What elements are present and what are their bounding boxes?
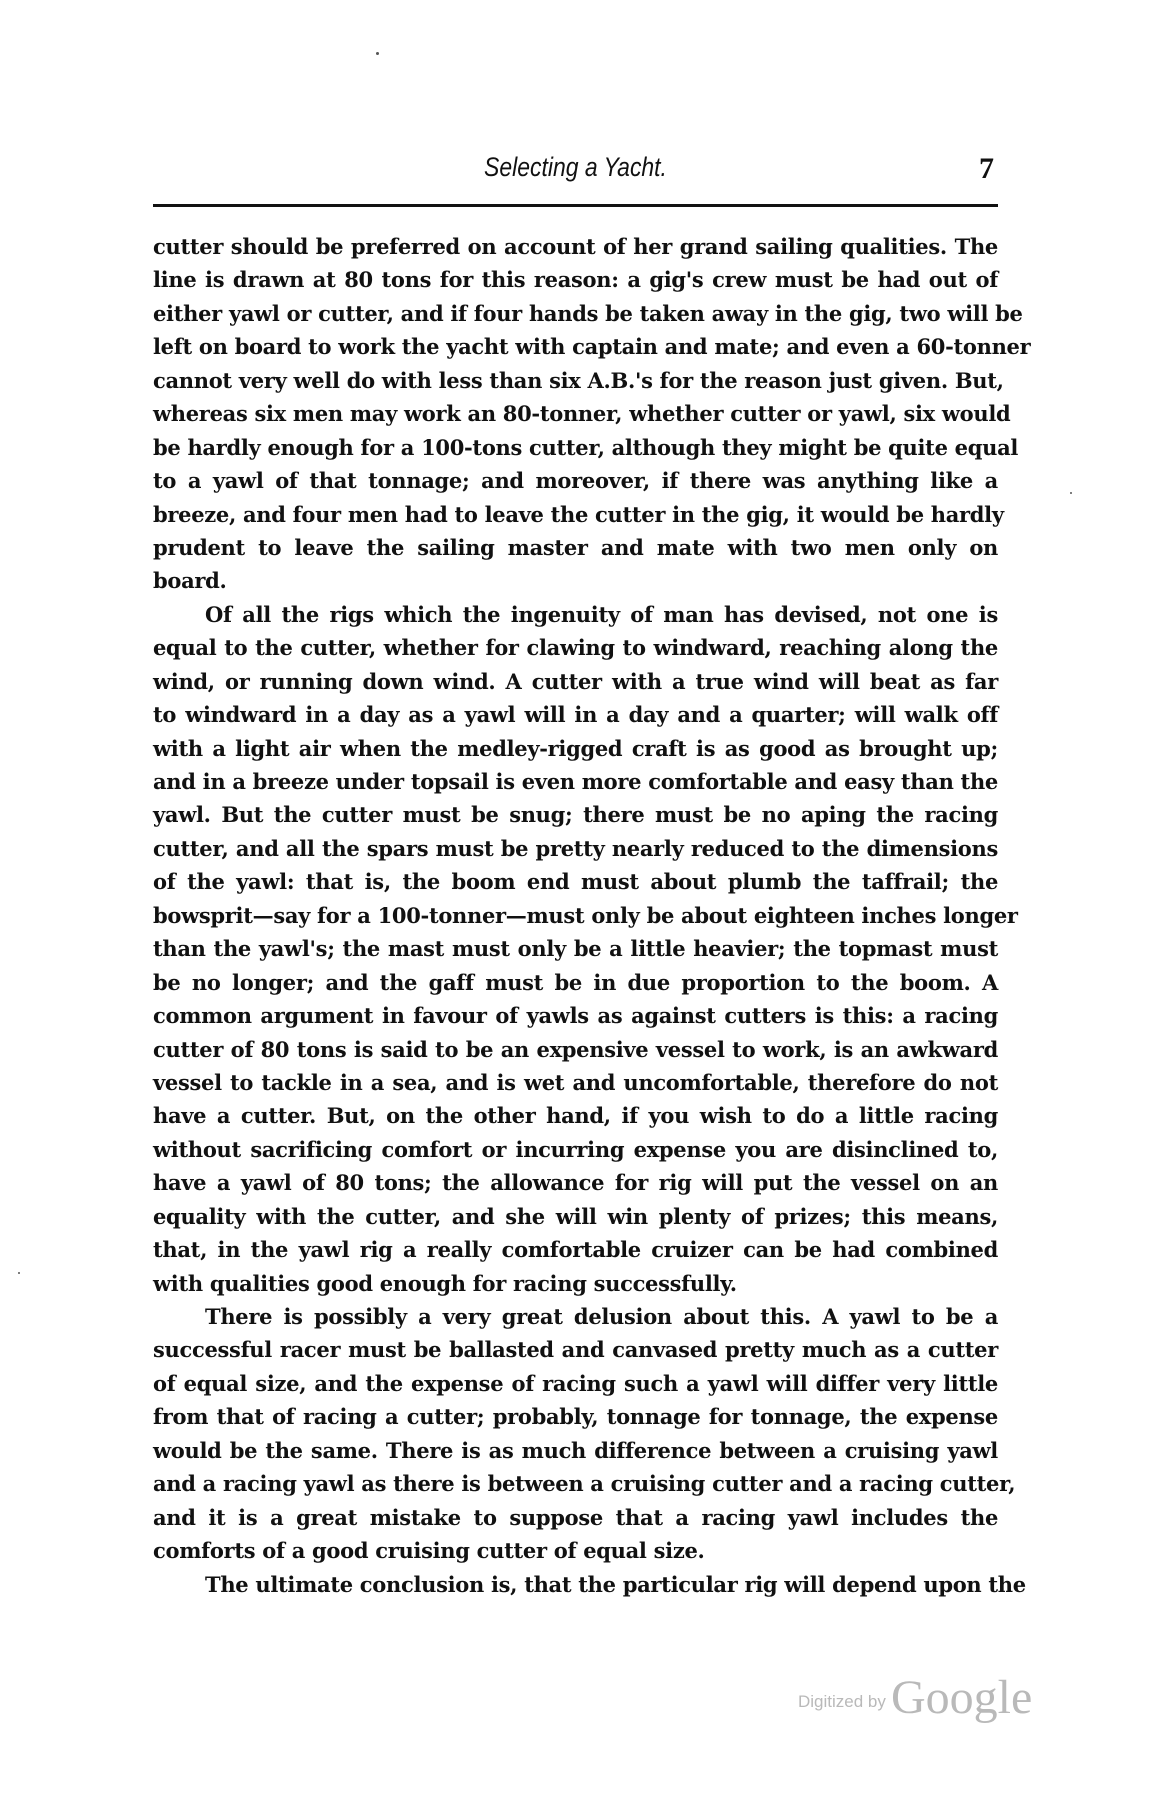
scan-speck xyxy=(18,1272,20,1274)
text-line: cutter, and all the spars must be pretty nearly reduced to the dimensions xyxy=(153,835,998,861)
text-line: Of all the rigs which the ingenuity of man has devised, not one is xyxy=(205,601,998,627)
scan-speck xyxy=(1070,492,1072,494)
text-line: cutter should be preferred on account of her grand sailing qualities. The xyxy=(153,234,998,259)
text-line: There is possibly a very great delusion about this. A yawl to be a xyxy=(205,1304,998,1329)
text-line: cannot very well do with less than six A.B.'s for the reason just given. But, xyxy=(153,367,1004,393)
watermark-prefix: Digitized by xyxy=(798,1692,886,1711)
text-line: vessel to tackle in a sea, and is wet and uncomfortable, therefore do not xyxy=(153,1069,998,1095)
text-line: would be the same. There is as much difference between a cruising yawl xyxy=(153,1437,998,1463)
text-line: bowsprit—say for a 100-tonner—must only be about eighteen inches longer xyxy=(153,902,1018,928)
text-line: without sacrificing comfort or incurring expense you are disinclined to, xyxy=(153,1136,998,1162)
text-line: breeze, and four men had to leave the cutter in the gig, it would be hardly xyxy=(153,501,1004,527)
text-line: equality with the cutter, and she will win plenty of prizes; this means, xyxy=(153,1203,998,1229)
text-line: from that of racing a cutter; probably, tonnage for tonnage, the expense xyxy=(153,1404,998,1430)
text-line: of equal size, and the expense of racing such a yawl will differ very little xyxy=(153,1370,998,1396)
header-rule xyxy=(153,204,998,207)
text-line: The ultimate conclusion is, that the particular rig will depend upon the xyxy=(205,1571,1026,1597)
text-line: be no longer; and the gaff must be in due proportion to the boom. A xyxy=(153,969,998,995)
scan-speck xyxy=(376,52,379,55)
text-line: that, in the yawl rig a really comfortable cruizer can be had combined xyxy=(153,1237,998,1263)
text-line: of the yawl: that is, the boom end must about plumb the taffrail; the xyxy=(153,869,998,895)
text-line: equal to the cutter, whether for clawing to windward, reaching along the xyxy=(153,635,998,661)
text-line: to windward in a day as a yawl will in a day and a quarter; will walk off xyxy=(153,702,998,728)
text-line: have a yawl of 80 tons; the allowance for rig will put the vessel on an xyxy=(153,1170,998,1196)
text-line: than the yawl's; the mast must only be a little heavier; the topmast must xyxy=(153,936,998,962)
body-text xyxy=(153,230,1031,1601)
text-line: cutter of 80 tons is said to be an expensive vessel to work, is an awkward xyxy=(153,1036,998,1062)
text-line: and in a breeze under topsail is even more comfortable and easy than the xyxy=(153,769,998,794)
google-logo: Google xyxy=(890,1671,1033,1724)
text-line: common argument in favour of yawls as against cutters is this: a racing xyxy=(153,1003,998,1029)
text-line: yawl. But the cutter must be snug; there must be no aping the racing xyxy=(153,802,998,828)
text-line: board. xyxy=(153,568,227,594)
text-line: either yawl or cutter, and if four hands be taken away in the gig, two will be xyxy=(153,300,1023,326)
running-title: Selecting a Yacht. xyxy=(484,152,667,182)
google-watermark xyxy=(798,1670,1032,1725)
text-line: have a cutter. But, on the other hand, if you wish to do a little racing xyxy=(153,1103,998,1129)
text-line: and it is a great mistake to suppose that a racing yawl includes the xyxy=(153,1504,998,1530)
text-line: left on board to work the yacht with captain and mate; and even a 60-tonner xyxy=(153,334,1031,360)
text-line: wind, or running down wind. A cutter with a true wind will beat as far xyxy=(153,668,998,694)
text-line: prudent to leave the sailing master and mate with two men only on xyxy=(153,534,998,560)
page-number: 7 xyxy=(979,152,994,185)
text-line: line is drawn at 80 tons for this reason: a gig's crew must be had out of xyxy=(153,267,998,293)
text-line: with a light air when the medley-rigged craft is as good as brought up; xyxy=(153,735,998,761)
text-line: and a racing yawl as there is between a cruising cutter and a racing cutter, xyxy=(153,1471,1016,1497)
text-line: to a yawl of that tonnage; and moreover, if there was anything like a xyxy=(153,468,998,494)
text-line: with qualities good enough for racing successfully. xyxy=(153,1270,737,1296)
text-line: be hardly enough for a 100-tons cutter, although they might be quite equal xyxy=(153,434,1019,460)
page-header xyxy=(153,152,998,192)
text-line: comforts of a good cruising cutter of equal size. xyxy=(153,1538,705,1564)
text-line: successful racer must be ballasted and canvased pretty much as a cutter xyxy=(153,1337,998,1363)
text-line: whereas six men may work an 80-tonner, whether cutter or yawl, six would xyxy=(153,401,1011,427)
